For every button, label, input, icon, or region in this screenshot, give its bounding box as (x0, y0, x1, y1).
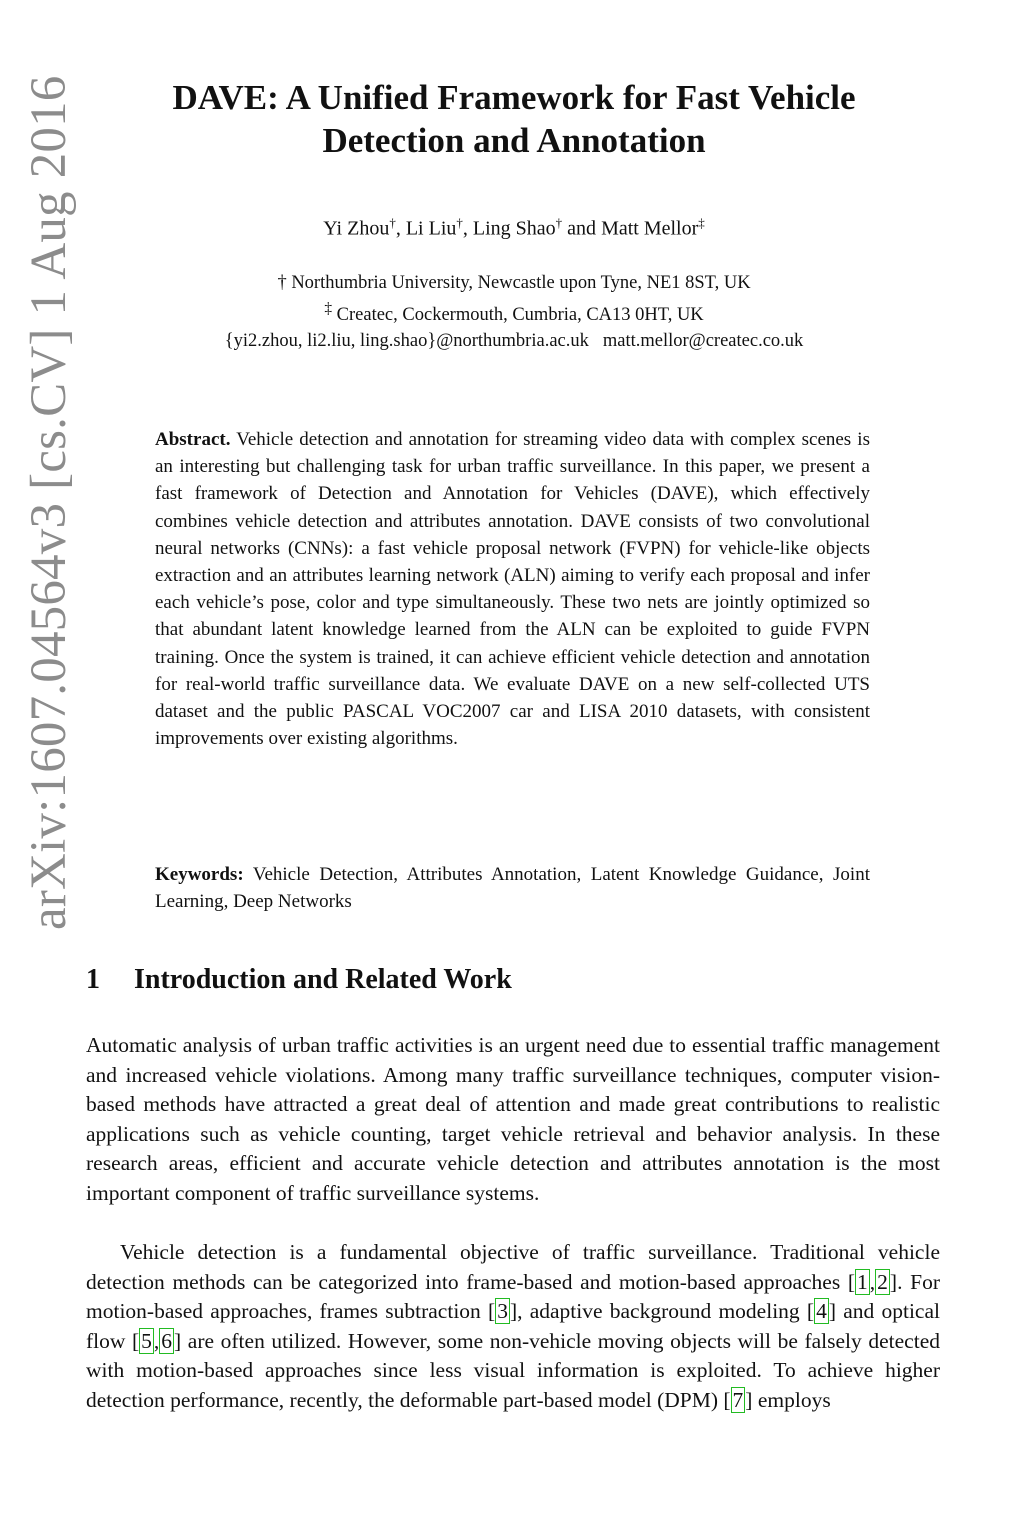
para-text: and optical flow (86, 1299, 940, 1353)
section-number: 1 (86, 964, 100, 995)
para-text: . For motion-based approaches, frames subtraction (86, 1269, 940, 1324)
author-name: Yi Zhou (323, 217, 390, 240)
email-northumbria: {yi2.zhou, li2.liu, ling.shao}@northumbria.ac.uk (224, 331, 589, 352)
author-mark: † (389, 215, 396, 230)
citation-link[interactable]: 7 (732, 1387, 744, 1412)
section-title: Introduction and Related Work (134, 964, 512, 995)
author-name: Li Liu (405, 217, 457, 240)
abstract-text: Vehicle detection and annotation for streaming video data with complex scenes is an interesting but challenging task for urban traffic surveillance. In this paper, we present a fast framework of Detection and Annotation for Vehicles (DAVE), which effectively combines vehicle detection and attributes annotation. DAVE consists of two convolutional neural networks (CNNs): a fast vehicle proposal network (FVPN) for vehicle-like objects extraction and an attributes learning network (ALN) aiming to verify each proposal and infer each vehicle’s pose, color and type simultaneously. These two nets are jointly optimized so that abundant latent knowledge learned from the ALN can be exploited to guide FVPN training. Once the system is trained, it can achieve efficient vehicle detection and annotation for real-world traffic surveillance data. We evaluate DAVE on a new self-collected UTS dataset and the public PASCAL VOC2007 car and LISA 2010 datasets, with consistent improvements over existing algorithms. (155, 429, 870, 750)
author-sep: , (462, 217, 473, 240)
para-text: employs (752, 1387, 831, 1412)
title-line-1: DAVE: A Unified Framework for Fast Vehicle (172, 78, 856, 117)
author-name: Matt Mellor (601, 217, 699, 240)
keywords-text: Vehicle Detection, Attributes Annotation, Latent Knowledge Guidance, Joint Learning, Deep Networks (155, 864, 870, 913)
keywords (155, 861, 870, 915)
affiliation-2 (96, 296, 932, 328)
author-and: and (562, 217, 602, 240)
cite-sep: , (869, 1269, 876, 1294)
body-paragraph: Automatic analysis of urban traffic activities is an urgent need due to essential traffic management and increased vehicle violations. Among many traffic surveillance techniques, computer vision-based methods have attracted a great deal of attention and made great contributions to realistic applications such as vehicle counting, target vehicle retrieval and behavior analysis. In these research areas, efficient and accurate vehicle detection and attributes annotation is the most important component of traffic surveillance systems. (86, 1033, 940, 1205)
citation-link[interactable]: 1 (857, 1269, 868, 1294)
cite-sep: , (153, 1328, 160, 1353)
section-heading (86, 964, 512, 996)
author-mark: † (555, 215, 563, 230)
para-text: are often utilized. However, some non-vehicle moving objects will be falsely detected with motion-based approaches since less visual information is exploited. To achieve higher detection performance, recently, the deformable part-based model (DPM) (86, 1328, 940, 1412)
citation-link[interactable]: 5 (141, 1328, 152, 1353)
author-name: Ling Shao (472, 217, 556, 240)
author-mark: ‡ (698, 215, 705, 230)
para-text: Vehicle detection is a fundamental objective of traffic surveillance. Traditional vehicle detection methods can be categorized into frame-based and motion-based approaches (86, 1240, 940, 1294)
author-sep: , (395, 217, 406, 240)
email-line (96, 328, 932, 354)
abstract-label: Abstract. (155, 429, 231, 450)
title-line-2: Detection and Annotation (322, 121, 706, 160)
email-createc: matt.mellor@createc.co.uk (602, 331, 804, 352)
author-mark: † (456, 215, 463, 230)
affiliation-mark: ‡ (324, 300, 333, 317)
arxiv-stamp: arXiv:1607.04564v3 [cs.CV] 1 Aug 2016 (21, 75, 77, 930)
citation-link[interactable]: 6 (161, 1328, 173, 1353)
paper-title (96, 76, 932, 162)
citation-link[interactable]: 3 (497, 1299, 508, 1324)
keywords-label: Keywords: (155, 864, 244, 885)
citation-link[interactable]: 4 (816, 1299, 827, 1324)
author-list (96, 215, 932, 241)
body-paragraph: Vehicle detection is a fundamental objective of traffic surveillance. Traditional vehicle detection methods can be categorized into frame-based and motion-based approaches [1,2]. For motion-based approaches, frames subtraction [3], adaptive background modeling [4] and optical flow [5,6] are often utilized. However, some non-vehicle moving objects will be falsely detected with motion-based approaches since less visual information is exploited. To achieve higher detection performance, recently, the deformable part-based model (DPM) [7] employs (86, 1240, 940, 1412)
affiliations (96, 270, 932, 354)
abstract (155, 426, 870, 752)
affiliation-1: † Northumbria University, Newcastle upon Tyne, NE1 8ST, UK (277, 273, 751, 293)
affiliation-2-text: Createc, Cockermouth, Cumbria, CA13 0HT, UK (332, 305, 704, 326)
citation-link[interactable]: 2 (877, 1269, 888, 1294)
para-text: , adaptive background modeling (517, 1299, 807, 1324)
